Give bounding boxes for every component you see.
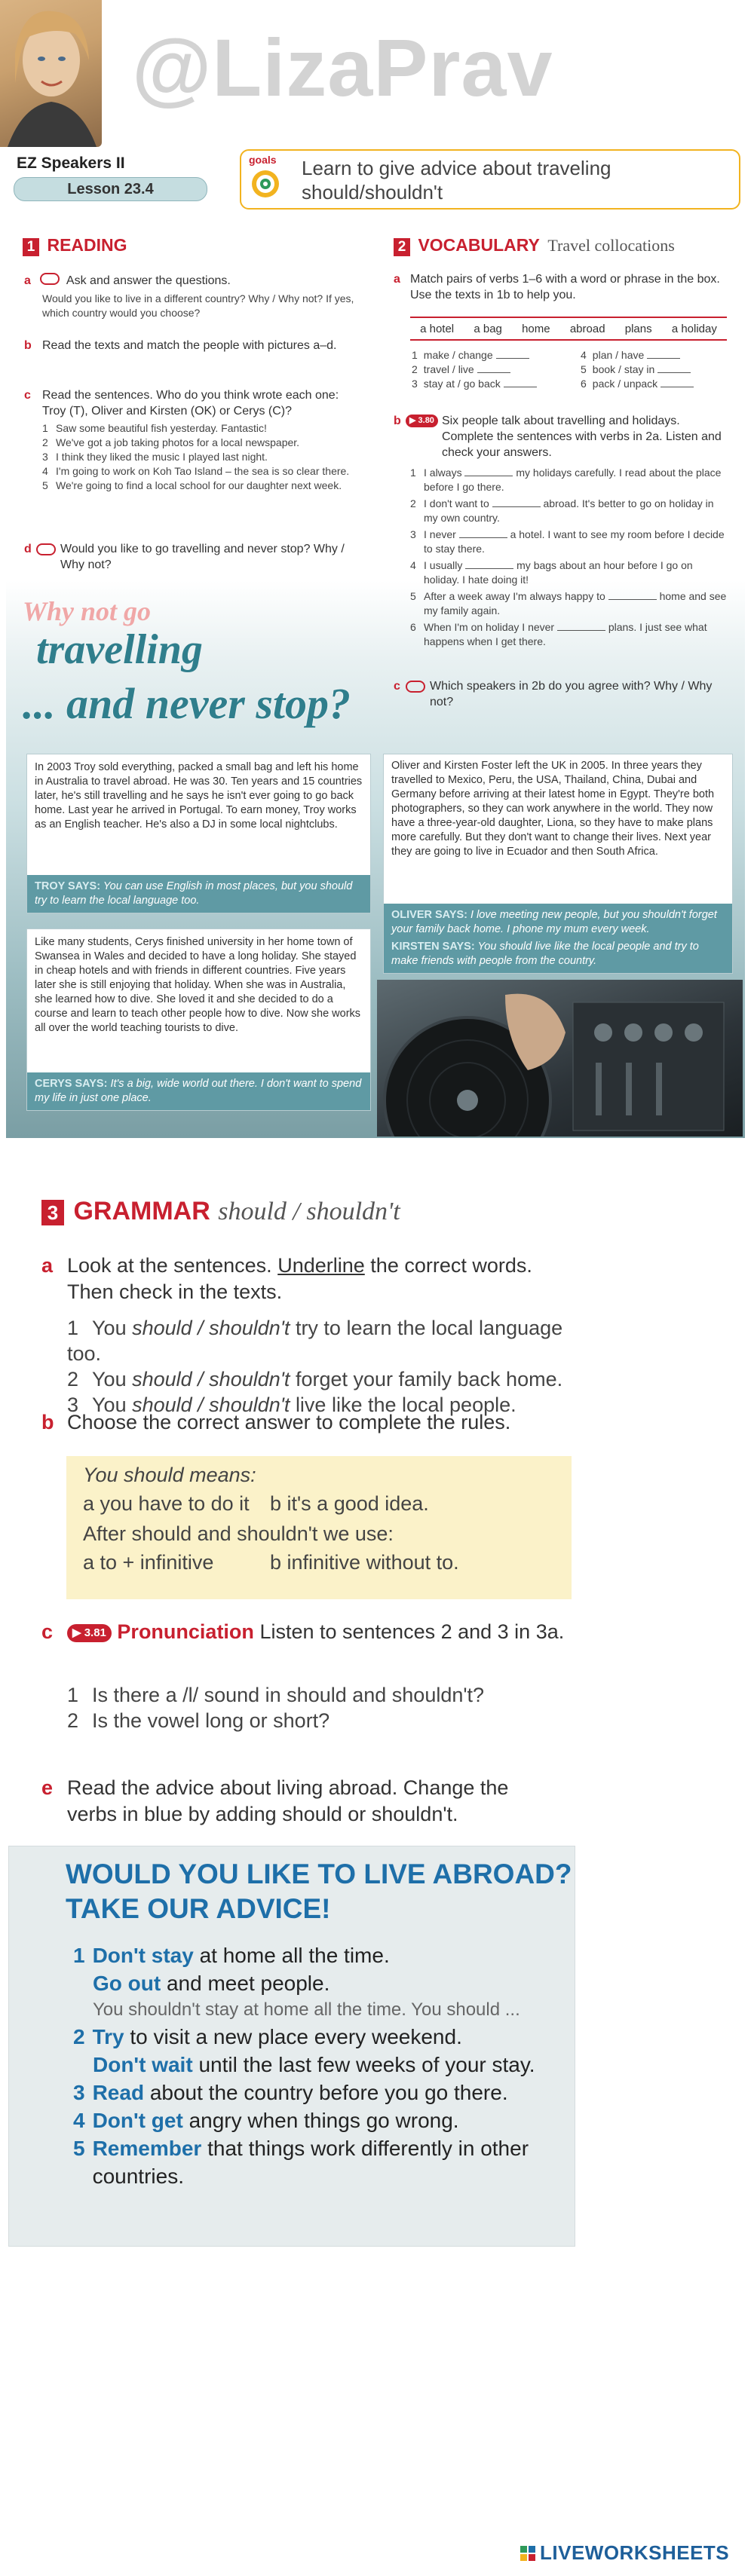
advice-title-2: TAKE OUR ADVICE!	[66, 1893, 331, 1924]
list-item: 2 Try to visit a new place every weekend. Don't wait until the last few weeks of your stay.	[73, 2025, 535, 2076]
word-box-item: a holiday	[671, 322, 717, 335]
liveworksheets-logo	[520, 2541, 729, 2565]
item-letter: c	[24, 389, 31, 402]
course-title: EZ Speakers II	[17, 154, 125, 172]
word-box-item: abroad	[569, 322, 605, 335]
vocab-b-list	[410, 466, 727, 651]
audio-badge[interactable]: ▶ 3.80	[406, 415, 438, 427]
list-item: 4 I usually my bags about an hour before I go on holiday. I hate doing it!	[410, 559, 693, 586]
rule-2: After should and shouldn't we use:	[83, 1522, 394, 1545]
dj-turntable-photo	[377, 980, 743, 1137]
grammar-e-text: Read the advice about living abroad. Change the verbs in blue by adding should or shouldn't.	[67, 1776, 509, 1825]
logo-blocks-icon	[520, 2546, 535, 2561]
lesson-badge	[14, 177, 207, 201]
list-item: 1 Saw some beautiful fish yesterday. Fantastic!	[42, 422, 267, 434]
speaker-label: CERYS SAYS:	[35, 1078, 108, 1090]
grammar-c	[41, 1619, 569, 1645]
ok-text: Oliver and Kirsten Foster left the UK in 2005. In three years they travelled to Mexico, Peru, the USA, Thailand, China, Dubai and Germany before arriving at their latest home in Egypt. They're both photographers, so they can work anywhere in the world. They now have a three-year-old daughter, Liona, so they have to make plans more carefully. But they don't want to change their lives. Next year they are going to live in Ecuador and then South Africa.	[391, 760, 715, 858]
blue-verb[interactable]: Don't wait	[93, 2053, 193, 2076]
list-item: 2 We've got a job taking photos for a local newspaper.	[42, 436, 300, 448]
item-letter: a	[394, 273, 400, 286]
reading-b	[24, 338, 356, 353]
list-item: 1 I always my holidays carefully. I read about the place before I go there.	[410, 467, 722, 493]
vocab-c	[394, 678, 725, 710]
reading-d-text: Would you like to go travelling and never stop? Why / Why not?	[60, 543, 345, 571]
speaker-label: TROY SAYS:	[35, 880, 101, 892]
grammar-title: GRAMMAR	[73, 1197, 210, 1225]
item-letter: e	[41, 1776, 54, 1799]
blue-verb[interactable]: Go out	[93, 1972, 161, 1995]
word-box-item: plans	[624, 322, 652, 335]
speaker-label: OLIVER SAYS:	[391, 909, 467, 921]
list-item: 1 Don't stay at home all the time. Go out and meet people.	[73, 1944, 390, 1995]
item-letter: a	[24, 274, 31, 287]
rules-box	[66, 1456, 572, 1599]
grammar-b-text: Choose the correct answer to complete the rules.	[67, 1411, 511, 1433]
list-item: 3 Read about the country before you go there.	[73, 2081, 508, 2104]
list-item: 5 book / stay in	[581, 363, 731, 377]
goal-line-2: should/shouldn't	[302, 181, 443, 203]
grammar-a-underline: Underline	[277, 1254, 365, 1277]
vocab-pairs-right	[581, 348, 731, 391]
section-number: 2	[394, 238, 410, 256]
watermark-handle: @LizaPrav	[132, 22, 553, 113]
brand-name: LIVEWORKSHEETS	[540, 2541, 730, 2564]
answer-blank[interactable]	[496, 349, 529, 359]
list-item: 4 plan / have	[581, 348, 731, 363]
word-box-item: a bag	[474, 322, 502, 335]
reading-heading	[23, 235, 127, 256]
lesson-label: Lesson 23.4	[67, 181, 154, 197]
audio-number: 3.81	[84, 1626, 106, 1639]
cerys-card	[26, 929, 371, 1111]
goal-line-1: Learn to give advice about traveling	[302, 157, 611, 179]
feature-title-2: travelling	[36, 626, 203, 673]
reading-c-text: Read the sentences. Who do you think wrote each one: Troy (T), Oliver and Kirsten (OK) or Cerys (C)?	[42, 389, 339, 418]
oliver-kirsten-card	[383, 754, 733, 974]
grammar-c-text: Listen to sentences 2 and 3 in 3a.	[259, 1620, 565, 1643]
blue-verb[interactable]: Try	[92, 2025, 124, 2048]
item-letter: c	[394, 680, 400, 693]
list-item: 5 After a week away I'm always happy to home and see my family again.	[410, 590, 727, 616]
vocab-b	[394, 413, 733, 460]
word-box-item: a hotel	[420, 322, 455, 335]
list-item: 2 You should / shouldn't forget your family back home.	[67, 1368, 563, 1390]
list-item: 5 We're going to find a local school for our daughter next week.	[42, 479, 342, 491]
answer-blank[interactable]	[459, 528, 507, 538]
goals-box	[240, 149, 740, 210]
speech-icon	[406, 681, 425, 693]
word-box-item: home	[522, 322, 550, 335]
grammar-e	[41, 1775, 539, 1828]
grammar-a-text-1: Look at the sentences.	[67, 1254, 272, 1277]
goals-label: goals	[249, 154, 277, 166]
answer-blank[interactable]	[647, 349, 680, 359]
feature-title-3: ... and never stop?	[23, 679, 351, 728]
list-item: 1 You should / shouldn't try to learn the local language too.	[67, 1317, 563, 1365]
word-box	[410, 317, 727, 341]
troy-text: In 2003 Troy sold everything, packed a small bag and left his home in Australia to travel abroad. He was 30. Ten years and 15 countries later, he's still travelling and he says he isn't ever going to go back home. Last year he arrived in Portugal. To earn money, Troy works as an English teacher. He's also a DJ in some local nightclubs.	[35, 761, 363, 831]
choice-option[interactable]: should / shouldn't	[132, 1317, 290, 1339]
list-item: 2 I don't want to abroad. It's better to go on holiday in my own country.	[410, 497, 714, 524]
oliver-kirsten-says	[384, 904, 732, 973]
item-letter: d	[24, 543, 32, 555]
choice-option[interactable]: should / shouldn't	[132, 1394, 290, 1416]
answer-blank[interactable]	[661, 378, 694, 387]
answer-blank[interactable]	[477, 363, 510, 373]
item-letter: c	[41, 1620, 54, 1643]
list-item: 6 pack / unpack	[581, 377, 731, 391]
reading-c	[24, 387, 356, 493]
grammar-a-list	[67, 1315, 595, 1418]
speaker-quote: I love meeting new people, but you shouldn't forget your family back home. I phone my mum every week.	[391, 909, 717, 935]
pronunciation-title: Pronunciation	[117, 1620, 254, 1643]
vocab-b-text: Six people talk about travelling and holidays. Complete the sentences with verbs in 2a. Listen and check your answers.	[441, 415, 722, 459]
advice-example: You shouldn't stay at home all the time. You should ...	[93, 1999, 520, 2020]
list-item: 3 I think they liked the music I played last night.	[42, 451, 268, 463]
cerys-text: Like many students, Cerys finished university in her home town of Swansea in Wales and decided to have a long holiday. She stayed in cheap hotels and with friends in different countries. Five years later she is still enjoying that holiday. When she was in Australia, she learned how to dive. She loved it and she decided to do a course and learn to teach other people how to dive. Now she works all over the world teaching tourists to dive.	[35, 936, 361, 1034]
blue-verb[interactable]: Don't stay	[92, 1944, 194, 1967]
vocab-title: VOCABULARY	[418, 235, 540, 255]
blue-verb[interactable]: Remember	[92, 2137, 202, 2160]
vocab-heading	[394, 235, 675, 256]
rule-2b[interactable]: b infinitive without to.	[270, 1551, 459, 1574]
speech-icon	[40, 273, 60, 285]
reading-a-text: Ask and answer the questions.	[66, 274, 231, 287]
vocab-a-text: Match pairs of verbs 1–6 with a word or phrase in the box. Use the texts in 1b to help you.	[410, 273, 720, 301]
rule-2a[interactable]: a to + infinitive	[83, 1551, 214, 1574]
feature-title-1: Why not go	[23, 596, 152, 626]
troy-card	[26, 754, 371, 913]
grammar-subtitle: should / shouldn't	[218, 1198, 400, 1225]
reading-b-text: Read the texts and match the people with pictures a–d.	[42, 339, 337, 352]
list-item: 6 When I'm on holiday I never plans. I just see what happens when I get there.	[410, 621, 707, 647]
target-icon	[250, 169, 280, 203]
section-number: 1	[23, 238, 39, 256]
answer-blank[interactable]	[557, 621, 605, 631]
grammar-a	[41, 1253, 569, 1305]
item-letter: a	[41, 1254, 54, 1277]
reading-title: READING	[47, 235, 127, 255]
advice-title-1: WOULD YOU LIKE TO LIVE ABROAD?	[66, 1859, 572, 1889]
answer-blank[interactable]	[504, 378, 537, 387]
vocab-a	[394, 271, 733, 303]
grammar-c-list	[67, 1682, 595, 1733]
item-letter: b	[394, 415, 401, 427]
item-letter: b	[24, 339, 32, 352]
grammar-a-text-2: the correct words. Then check in the texts.	[67, 1254, 532, 1303]
list-item: 3 stay at / go back	[412, 377, 562, 391]
list-item: 4 I'm going to work on Koh Tao Island – the sea is so clear there.	[42, 465, 350, 477]
answer-blank[interactable]	[608, 590, 657, 600]
grammar-heading	[41, 1197, 400, 1226]
list-item: 1 make / change	[412, 348, 562, 363]
section-number: 3	[41, 1200, 64, 1225]
speech-icon	[36, 543, 56, 555]
vocab-subtitle: Travel collocations	[547, 236, 675, 255]
list-item: 1 Is there a /l/ sound in should and shouldn't?	[67, 1684, 485, 1706]
rule-1a[interactable]: a you have to do it	[83, 1492, 250, 1515]
list-item: 4 Don't get angry when things go wrong.	[73, 2109, 459, 2132]
cerys-says	[27, 1072, 370, 1110]
reading-a	[24, 273, 356, 320]
troy-says	[27, 875, 370, 913]
list-item: 2 travel / live	[412, 363, 562, 377]
blue-verb[interactable]: Don't get	[92, 2109, 183, 2132]
answer-blank[interactable]	[657, 363, 691, 373]
reading-c-list	[42, 421, 356, 493]
blue-verb[interactable]: Read	[92, 2081, 145, 2104]
speaker-quote: You can use English in most places, but you should try to learn the local language too.	[35, 880, 353, 907]
choice-option[interactable]: should / shouldn't	[132, 1368, 290, 1390]
answer-blank[interactable]	[492, 497, 541, 507]
advice-list	[73, 1941, 563, 2190]
item-letter: b	[41, 1411, 54, 1433]
vocab-pairs-left	[412, 348, 562, 391]
reading-a-question: Would you like to live in a different country? Why / Why not? If yes, which country would you choose?	[42, 292, 354, 319]
audio-number: 3.80	[418, 416, 434, 425]
speaker-quote: It's a big, wide world out there. I don't want to spend my life in just one place.	[35, 1078, 362, 1104]
teacher-avatar	[0, 0, 102, 147]
advice-panel	[9, 1846, 575, 2246]
list-item: 2 Is the vowel long or short?	[67, 1709, 330, 1732]
speaker-quote: You should live like the local people and try to make friends with people from the country.	[391, 941, 699, 967]
list-item: 5 Remember that things work differently in other countries.	[73, 2137, 529, 2188]
list-item: 3 I never a hotel. I want to see my room before I decide to stay there.	[410, 528, 725, 555]
answer-blank[interactable]	[465, 559, 513, 569]
reading-d	[24, 541, 356, 573]
grammar-b	[41, 1409, 569, 1436]
answer-blank[interactable]	[464, 467, 513, 476]
speaker-label: KIRSTEN SAYS:	[391, 941, 475, 953]
vocab-c-text: Which speakers in 2b do you agree with? Why / Why not?	[430, 680, 713, 708]
rule-1: You should means:	[83, 1464, 256, 1486]
audio-badge[interactable]: ▶ 3.81	[67, 1624, 112, 1642]
list-item: 3 You should / shouldn't live like the local people.	[67, 1394, 516, 1416]
rule-1b[interactable]: b it's a good idea.	[270, 1492, 429, 1515]
